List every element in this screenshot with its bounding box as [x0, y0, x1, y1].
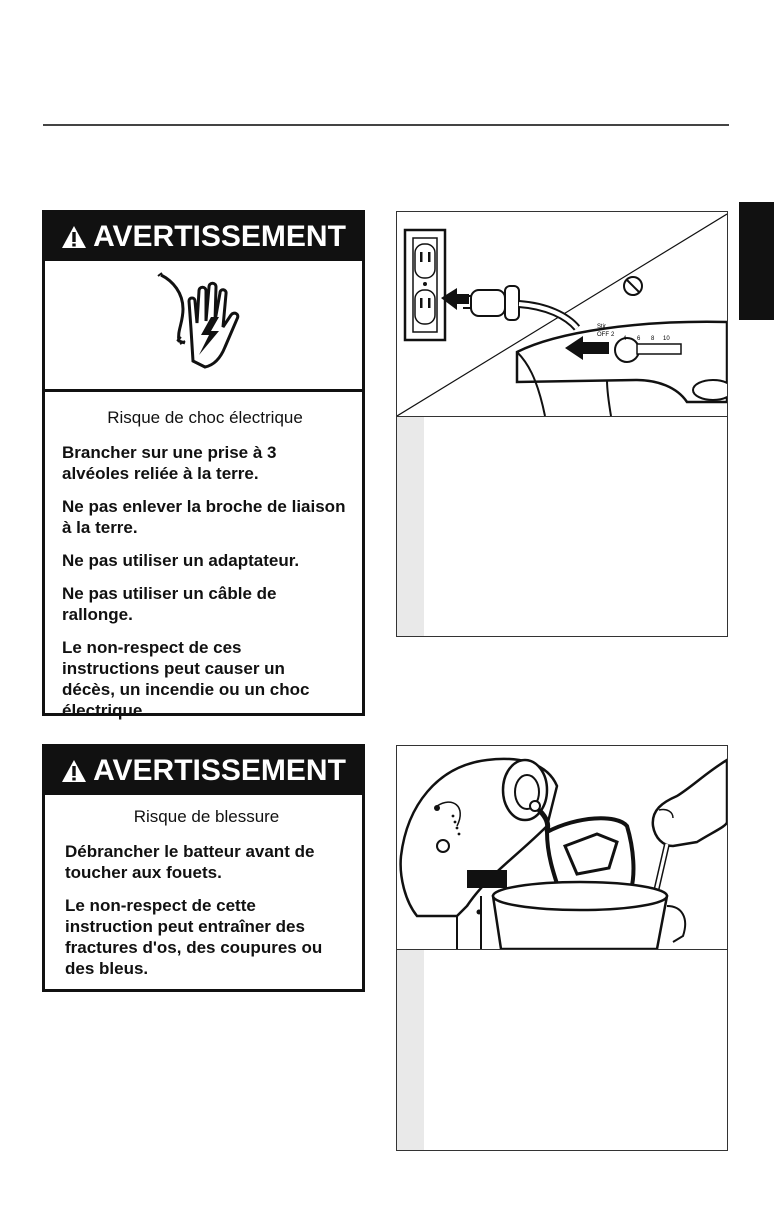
- figure-caption-area: [397, 950, 727, 1150]
- warning-line: Le non-respect de ces instructions peut causer un décès, un incendie ou un choc électrique.: [62, 638, 310, 720]
- warning-triangle-icon: [61, 225, 87, 249]
- caption-stripe: [397, 950, 424, 1150]
- warning-title: Risque de blessure: [133, 807, 280, 826]
- hazard-pictogram-box: [45, 261, 362, 392]
- warning-header-text: AVERTISSEMENT: [93, 220, 346, 253]
- remove-beater-figure: [396, 745, 728, 1151]
- plug-in-figure: [396, 211, 728, 637]
- warning-header: [45, 213, 362, 261]
- warning-line: Ne pas utiliser un câble de rallonge.: [62, 584, 277, 624]
- warning-header: [45, 747, 362, 795]
- speed-label: Stir: [597, 324, 606, 330]
- warning-line: Le non-respect de cette instruction peut entraîner des fractures d'os, des coupures ou des bleus.: [65, 896, 323, 978]
- speed-label: OFF: [597, 332, 609, 338]
- language-section-tab: [739, 202, 774, 320]
- caption-stripe: [397, 417, 424, 636]
- speed-label: 10: [663, 336, 670, 342]
- warning-title: Risque de choc électrique: [107, 408, 303, 427]
- mixer-plug-outlet-illustration: [397, 212, 727, 417]
- warning-header-text: AVERTISSEMENT: [93, 754, 346, 787]
- warning-body: [45, 795, 362, 1003]
- speed-label: 2: [611, 332, 615, 338]
- injury-warning: [42, 744, 365, 992]
- header-rule: [43, 124, 729, 126]
- speed-label: 8: [651, 336, 655, 342]
- speed-label: 4: [623, 336, 627, 342]
- warning-line: Débrancher le batteur avant de toucher aux fouets.: [65, 842, 315, 882]
- speed-label: 6: [637, 336, 641, 342]
- warning-body: [45, 392, 362, 745]
- electric-shock-warning: [42, 210, 365, 720]
- figure-caption-area: [397, 417, 727, 636]
- warning-line: Ne pas enlever la broche de liaison à la terre.: [62, 497, 346, 537]
- warning-line: Ne pas utiliser un adaptateur.: [62, 551, 300, 570]
- electric-shock-hand-icon: [153, 271, 263, 375]
- mixer-bowl-beater-illustration: [397, 746, 727, 950]
- warning-line: Brancher sur une prise à 3 alvéoles reliée à la terre.: [62, 443, 277, 483]
- warning-triangle-icon: [61, 759, 87, 783]
